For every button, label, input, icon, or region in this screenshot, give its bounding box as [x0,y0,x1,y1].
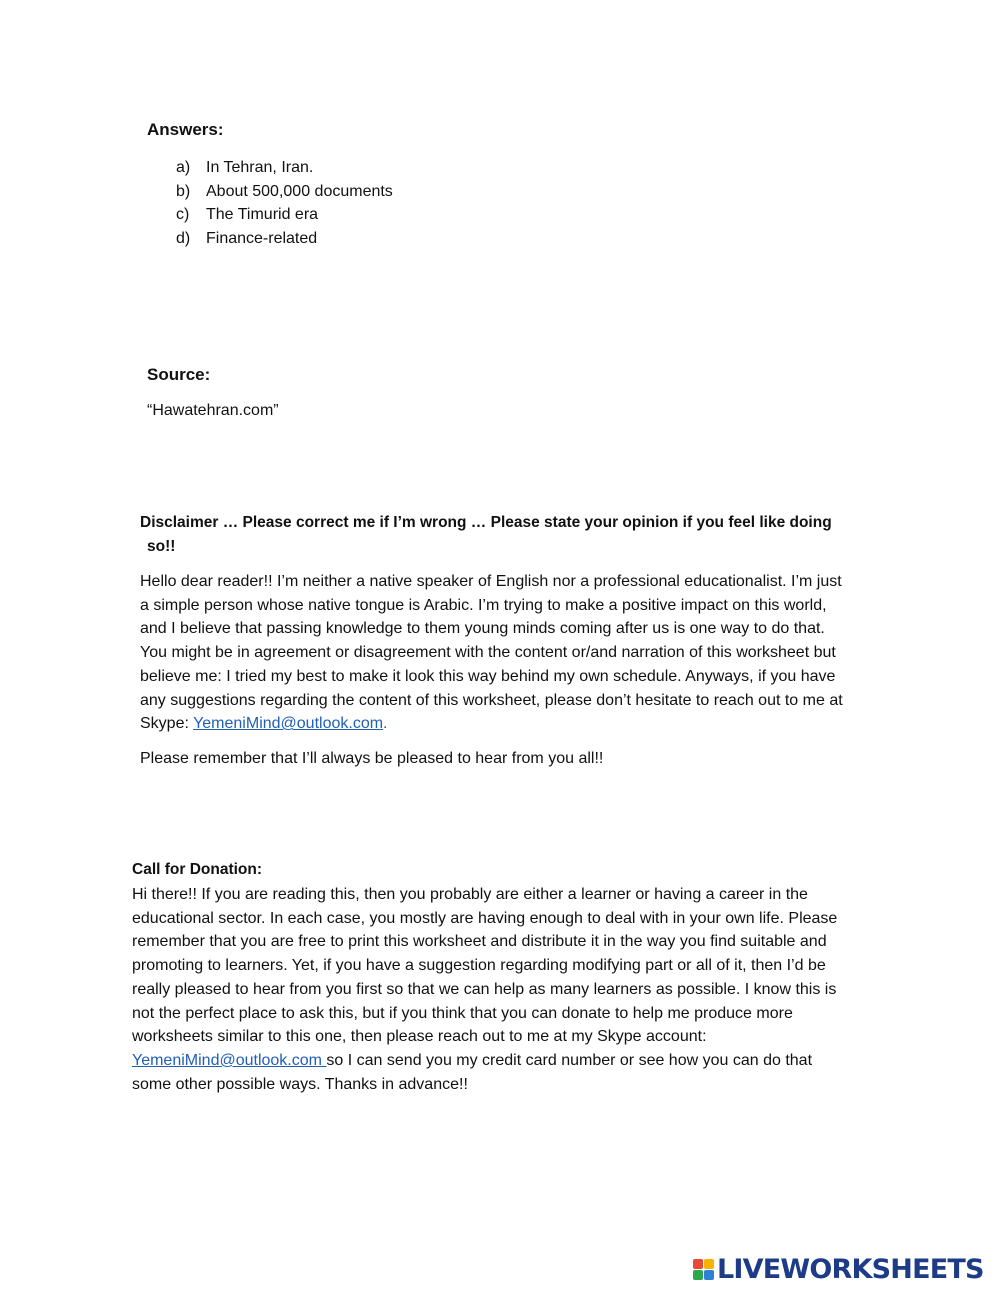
answer-text: About 500,000 documents [206,182,393,200]
logo-mark-tile [693,1259,703,1269]
logo-text: LIVEWORKSHEETS [717,1253,984,1285]
disclaimer-body-text: Hello dear reader!! I’m neither a native speaker of English nor a professional educationalist. I’m just a simple person whose native tongue is Arabic. I’m trying to make a positive impact on this world, and I believe that passing knowledge to them young minds coming after us is one way to do that. You might be in agreement or disagreement with the content or/and narration of this worksheet but believe me: I tried my best to make it look this way behind my own schedule. Anyways, if you have any suggestions regarding the content of this worksheet, please don’t hesitate to reach out to me at Skype: [140,573,843,733]
donation-paragraph [132,883,852,1096]
list-item [176,203,393,227]
link-suffix: . [383,715,388,733]
answers-heading: Answers: [147,120,224,139]
answer-text: In Tehran, Iran. [206,159,314,176]
skype-email-link[interactable]: YemeniMind@outlook.com [193,715,384,733]
list-item [176,180,393,204]
disclaimer-paragraph [140,570,855,736]
source-text: “Hawatehran.com” [147,402,279,419]
answer-letter: b) [176,182,191,200]
logo-mark-tile [704,1259,714,1269]
answer-letter: a) [176,159,191,176]
liveworksheets-logo[interactable] [693,1252,984,1286]
answer-text: The Timurid era [206,206,319,224]
disclaimer-title [140,511,840,559]
donation-title: Call for Donation: [132,861,263,878]
list-item [176,156,393,180]
donation-body-text: Hi there!! If you are reading this, then you probably are either a learner or having a career in the educational sector. In each case, you mostly are having enough to deal with in your own life. Please remember that you are free to print this worksheet and distribute it in the way you find suitable and promoting to learners. Yet, if you have a suggestion regarding modifying part or all of it, then I’d be really pleased to hear from you first so that we can help as many learners as possible. I know this is not the perfect place to ask this, but if you think that you can donate to help me produce more worksheets similar to this one, then please reach out to me at my Skype account: [132,886,838,1046]
disclaimer-title-line1: Disclaimer … Please correct me if I’m wrong … Please state your opinion if you feel like doing [140,514,832,531]
logo-mark-icon [693,1259,714,1280]
disclaimer-title-line2: so!! [147,538,176,555]
source-heading: Source: [147,365,211,384]
donation-email-link[interactable]: YemeniMind@outlook.com [132,1051,327,1069]
logo-mark-tile [704,1270,714,1280]
logo-mark-tile [693,1270,703,1280]
donation-body-text-end: so I can send you my credit card number or see how you can do that some other possible ways. Thanks in advance!! [132,1051,813,1093]
answer-text: Finance-related [206,230,318,248]
list-item [176,227,393,251]
answer-list [176,156,393,251]
answer-letter: c) [176,206,190,224]
disclaimer-closing: Please remember that I’ll always be pleased to hear from you all!! [140,750,604,767]
answer-letter: d) [176,230,191,248]
